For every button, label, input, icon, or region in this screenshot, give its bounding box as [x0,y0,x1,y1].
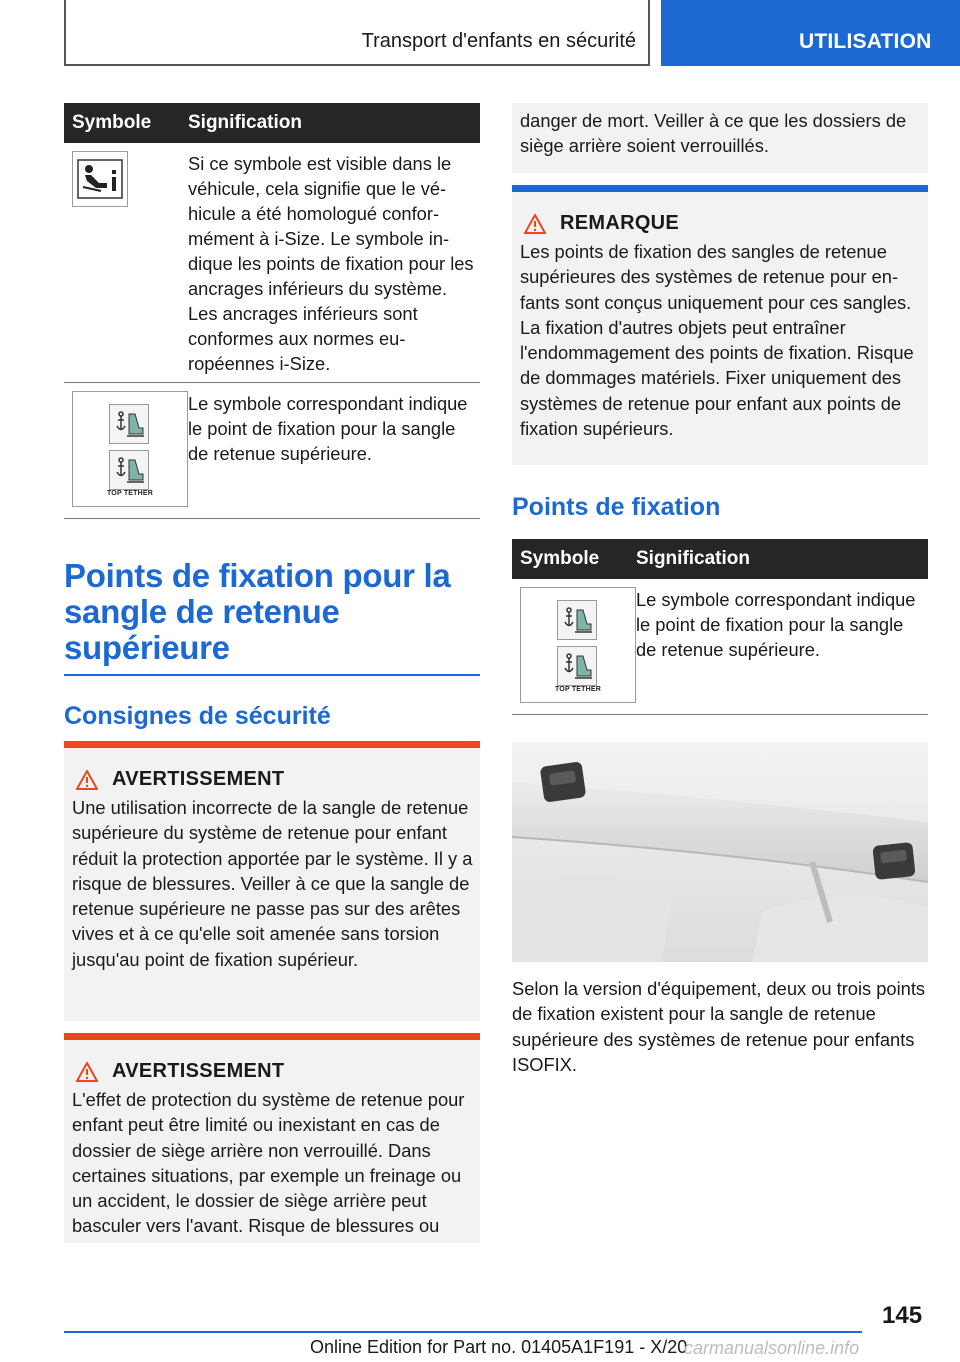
warning-title: AVERTISSEMENT [64,748,480,791]
section-title-rule [64,674,480,676]
symbol-cell [64,383,188,518]
meaning-cell: Si ce symbole est visible dans le véhicule, cela signifie que le véhicule a été homologué conformément à i-Size. Le symbole indique les points de fixation pour les ancrages inférieurs du système. Les ancrages inférieurs sont conformes aux normes européennes i-Size. [188,153,474,374]
column-header-symbol: Symbole [520,548,600,569]
symbol-table-2 [512,539,928,715]
table-row [64,143,480,383]
warning-bar [64,741,480,748]
page-number: 145 [882,1302,923,1329]
header-section-title: Transport d'enfants en sécurité [361,30,636,52]
warning-text: L'effet de protection du système de retenue pour enfant peut être limité ou inexistant en cas de dossier de siège arrière non verrouillé. Dans certaines situations, par exemple un freinage ou un accident, le dossier de siège arrière peut basculer vers l'avant. Risque de blessures ou [72,1089,465,1237]
column-header-meaning: Signification [636,548,750,569]
warning-title: AVERTISSEMENT [64,1040,480,1083]
warning-text: Une utilisation incorrecte de la sangle de retenue supérieure du système de retenue pour enfant réduit la protection apportée par le système. Il y a risque de blessures. Veiller à ce que la sangle de retenue supérieure ne passe pas sur des arêtes vives et à ce qu'elle soit amenée sans torsion jusqu'au point de fixation supérieur. [72,797,473,970]
anchor-seat-icon [109,450,149,490]
column-header-symbol: Symbole [72,112,152,133]
header-section-tab [64,0,650,66]
footer-watermark: carmanualsonline.info [684,1338,860,1358]
warning-bar [64,1033,480,1040]
header-chapter-tab [661,0,960,66]
top-tether-symbol [520,587,636,703]
notice-title: REMARQUE [512,192,928,235]
warning-triangle-icon [76,1062,98,1082]
symbol-cell [64,143,188,382]
anchor-seat-icon [109,404,149,444]
table-header [512,539,928,579]
symbol-table-1 [64,103,480,519]
section-title: Points de fixation pour la sangle de retenue supérieure [64,557,451,666]
header-chapter-title: UTILISATION [799,30,932,53]
footer-rule [64,1331,862,1333]
top-tether-label: TOP TETHER [106,490,154,497]
notice-text: Les points de fixation des sangles de retenue supérieures des systèmes de retenue pour enfants sont conçus uniquement pour ces sangles. La fixation d'autres objets peut entraîner l'endommagement des points de fixation. Risque de dommages matériels. Fixer uniquement des systèmes de retenue pour enfant aux points de fixation supérieurs. [520,241,914,440]
notice-bar [512,185,928,192]
rear-shelf-anchor-photo [512,742,928,962]
top-tether-symbol [72,391,188,507]
isize-child-seat-icon [72,151,128,207]
meaning-cell: Le symbole correspondant indique le point de fixation pour la sangle de retenue supérieure. [188,393,468,464]
table-row [64,383,480,519]
warning-triangle-icon [524,214,546,234]
meaning-cell: Le symbole correspondant indique le point de fixation pour la sangle de retenue supérieure. [636,589,916,660]
anchor-seat-icon [557,646,597,686]
subsection-safety-title: Consignes de sécurité [64,702,331,730]
anchor-seat-icon [557,600,597,640]
footer-edition: Online Edition for Part no. 01405A1F191 - X/20 [310,1337,688,1357]
table-row [512,579,928,715]
warning-triangle-icon [76,770,98,790]
symbol-cell [512,579,636,714]
warning-text: danger de mort. Veiller à ce que les dossiers de siège arrière soient verrouillés. [520,110,907,157]
subsection-points-title: Points de fixation [512,493,721,521]
body-paragraph: Selon la version d'équipement, deux ou trois points de fixation existent pour la sangle de retenue supérieure des systèmes de retenue pour enfants ISOFIX. [512,978,926,1075]
notice-box [512,185,928,465]
table-header [64,103,480,143]
warning-box [64,741,480,1021]
warning-box [64,1033,480,1243]
warning-box-continued [512,103,928,173]
top-tether-label: TOP TETHER [554,686,602,693]
column-header-meaning: Signification [188,112,302,133]
